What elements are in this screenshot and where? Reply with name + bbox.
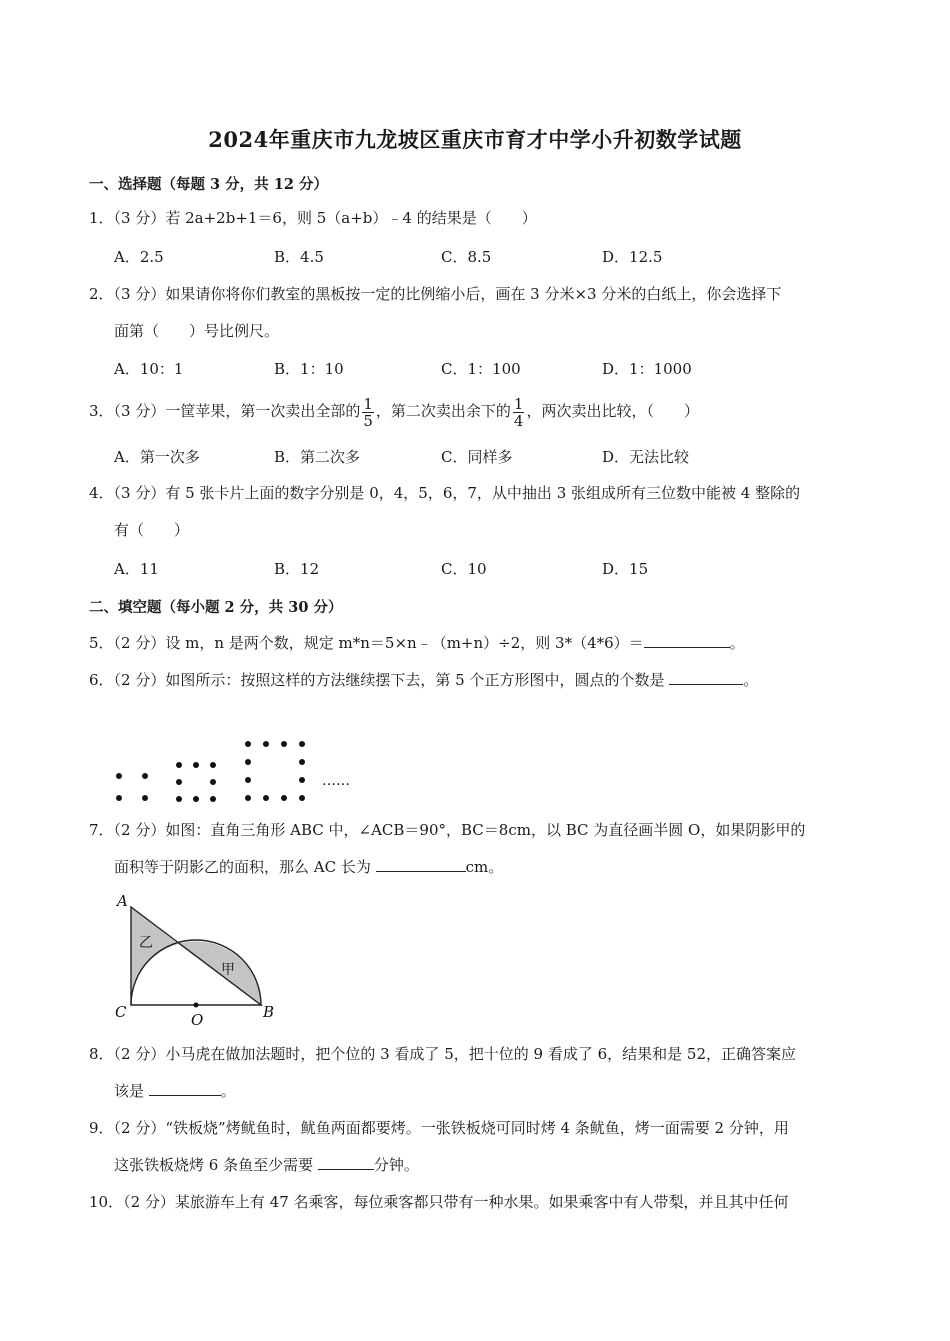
triangle-semicircle-figure bbox=[105, 888, 290, 1033]
q7-answer-blank bbox=[376, 857, 466, 872]
q2-option-b: B．1：10 bbox=[274, 360, 344, 378]
q4-option-b: B．12 bbox=[274, 560, 320, 578]
q3-part3: ，两次卖出比较，（ ） bbox=[526, 402, 699, 420]
q1-option-d: D．12.5 bbox=[602, 248, 663, 266]
question-6-text: 6．（2 分）如图所示：按照这样的方法继续摆下去，第 5 个正方形图中，圆点的个数是 。 bbox=[89, 671, 759, 689]
question-3-text bbox=[89, 393, 699, 429]
label-a: A bbox=[117, 892, 128, 910]
dot bbox=[116, 795, 122, 801]
q8-answer-blank bbox=[149, 1081, 221, 1096]
q1-option-c: C．8.5 bbox=[441, 248, 492, 266]
center-point-o bbox=[194, 1003, 199, 1008]
dot bbox=[193, 796, 199, 802]
section-heading-choice: 一、选择题（每题 3 分，共 12 分） bbox=[89, 176, 328, 193]
dot bbox=[142, 795, 148, 801]
question-8-line2: 该是 。 bbox=[114, 1082, 236, 1100]
q5-answer-blank bbox=[644, 633, 730, 648]
q9-answer-blank bbox=[318, 1155, 374, 1170]
q1-option-a: A．2.5 bbox=[114, 248, 164, 266]
q2-option-d: D．1：1000 bbox=[602, 360, 692, 378]
q3-option-a: A．第一次多 bbox=[114, 448, 200, 466]
dot bbox=[245, 795, 251, 801]
dot bbox=[245, 741, 251, 747]
question-2-line1: 2．（3 分）如果请你将你们教室的黑板按一定的比例缩小后，画在 3 分米×3 分米的白纸上，你会选择下 bbox=[89, 285, 782, 303]
dot bbox=[116, 773, 122, 779]
q4-option-c: C．10 bbox=[441, 560, 487, 578]
dot bbox=[245, 777, 251, 783]
q3-part1: 3．（3 分）一筐苹果，第一次卖出全部的 bbox=[89, 402, 361, 420]
dot bbox=[193, 762, 199, 768]
section-heading-fill: 二、填空题（每小题 2 分，共 30 分） bbox=[89, 599, 343, 616]
dot bbox=[281, 741, 287, 747]
question-9-line2: 这张铁板烧烤 6 条鱼至少需要 分钟。 bbox=[114, 1156, 419, 1174]
dot bbox=[210, 779, 216, 785]
dot bbox=[176, 779, 182, 785]
question-5-text: 5．（2 分）设 m，n 是两个数，规定 m*n＝5×n﹣（m+n）÷2，则 3*（4*6）＝ 。 bbox=[89, 634, 745, 652]
q2-option-c: C．1：100 bbox=[441, 360, 521, 378]
dot bbox=[263, 795, 269, 801]
dot bbox=[245, 759, 251, 765]
dot bbox=[210, 796, 216, 802]
dot bbox=[299, 777, 305, 783]
question-8-line1: 8．（2 分）小马虎在做加法题时，把个位的 3 看成了 5，把十位的 9 看成了 6，结果和是 52，正确答案应 bbox=[89, 1045, 796, 1063]
dot-pattern-figure bbox=[100, 730, 380, 812]
dot bbox=[299, 741, 305, 747]
shaded-region-yi bbox=[131, 907, 178, 1005]
dot bbox=[210, 762, 216, 768]
q3-option-c: C．同样多 bbox=[441, 448, 513, 466]
q1-option-b: B．4.5 bbox=[274, 248, 324, 266]
q6-answer-blank bbox=[669, 670, 743, 685]
label-c: C bbox=[115, 1003, 127, 1021]
dot bbox=[299, 759, 305, 765]
q3-part2: ，第二次卖出余下的 bbox=[375, 402, 511, 420]
dot bbox=[281, 795, 287, 801]
q4-option-d: D．15 bbox=[602, 560, 649, 578]
label-yi: 乙 bbox=[139, 935, 153, 951]
label-jia: 甲 bbox=[221, 962, 235, 978]
question-4-line2: 有（ ） bbox=[114, 521, 190, 539]
dot bbox=[299, 795, 305, 801]
label-b: B bbox=[263, 1003, 275, 1021]
question-9-line1: 9．（2 分）“铁板烧”烤鱿鱼时，鱿鱼两面都要烤。一张铁板烧可同时烤 4 条鱿鱼，烤一面需要 2 分钟，用 bbox=[89, 1119, 789, 1137]
question-7-line1: 7．（2 分）如图：直角三角形 ABC 中，∠ACB＝90°，BC＝8cm，以 BC 为直径画半圆 O，如果阴影甲的 bbox=[89, 821, 806, 839]
dot bbox=[176, 796, 182, 802]
label-o: O bbox=[191, 1011, 204, 1029]
question-1-text: 1．（3 分）若 2a+2b+1＝6，则 5（a+b）﹣4 的结果是（ ） bbox=[89, 209, 537, 227]
dot bbox=[263, 741, 269, 747]
q4-option-a: A．11 bbox=[114, 560, 159, 578]
q3-fraction-one-fourth: $\frac{1}{4}$ bbox=[513, 394, 524, 430]
dot bbox=[142, 773, 148, 779]
page-title: 2024年重庆市九龙坡区重庆市育才中学小升初数学试题 bbox=[208, 127, 742, 152]
ellipsis: …… bbox=[322, 773, 350, 789]
q3-fraction-one-fifth: $\frac{1}{5}$ bbox=[363, 394, 373, 430]
question-4-line1: 4．（3 分）有 5 张卡片上面的数字分别是 0，4，5，6，7，从中抽出 3 张组成所有三位数中能被 4 整除的 bbox=[89, 484, 801, 502]
q3-option-b: B．第二次多 bbox=[274, 448, 361, 466]
dot bbox=[176, 762, 182, 768]
question-2-line2: 面第（ ）号比例尺。 bbox=[114, 322, 280, 340]
q3-option-d: D．无法比较 bbox=[602, 448, 690, 466]
question-10-line1: 10．（2 分）某旅游车上有 47 名乘客，每位乘客都只带有一种水果。如果乘客中有人带梨，并且其中任何 bbox=[89, 1193, 789, 1211]
question-7-line2: 面积等于阴影乙的面积，那么 AC 长为 cm。 bbox=[114, 858, 504, 876]
q2-option-a: A．10：1 bbox=[114, 360, 184, 378]
